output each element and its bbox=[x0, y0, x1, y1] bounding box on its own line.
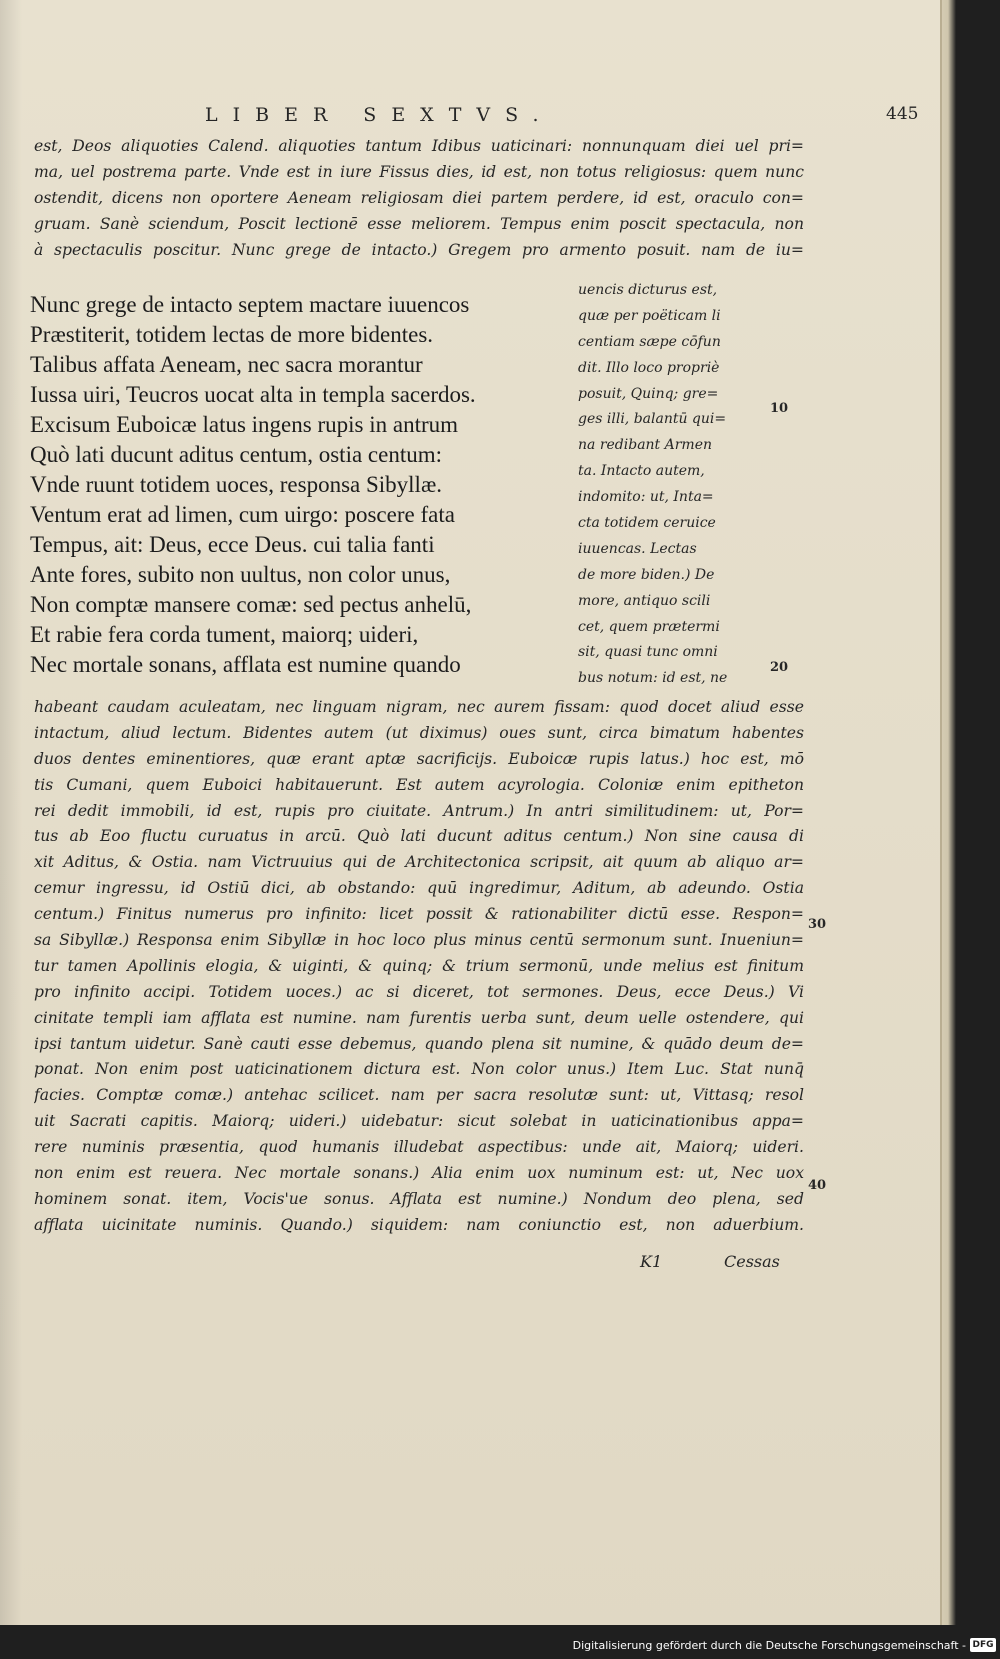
commentary-line: afflata uicinitate numinis. Quando.) siquidem: nam coniunctio est, non aduerbium. bbox=[34, 1215, 804, 1234]
commentary-top bbox=[34, 134, 804, 263]
verse-line: Nunc grege de intacto septem mactare iuuencos bbox=[30, 292, 470, 317]
gloss-line: ta. Intacto autem, bbox=[578, 463, 705, 480]
commentary-line: ipsi tantum uidetur. Sanè cauti esse debemus, quando plena sit numine, & quādo deum de= bbox=[34, 1034, 804, 1053]
commentary-line: centum.) Finitus numerus pro infinito: licet possit & rationabiliter dictū esse. Respon= bbox=[34, 905, 804, 924]
verse-line: Præstiterit, totidem lectas de more bidentes. bbox=[30, 322, 434, 347]
verse-line: Quò lati ducunt aditus centum, ostia centum: bbox=[30, 442, 443, 467]
commentary-line: cinitate templi iam afflata est numine. nam furentis uerba sunt, deum uelle ostendere, qui bbox=[34, 1008, 804, 1027]
gloss-line: posuit, Quinq; gre= bbox=[578, 385, 719, 402]
commentary-line: intactum, aliud lectum. Bidentes autem (ut diximus) oues sunt, circa bimatum habentes bbox=[34, 723, 804, 742]
commentary-line: gruam. Sanè sciendum, Poscit lectionē esse meliorem. Tempus enim poscit spectacula, non bbox=[34, 214, 804, 233]
catchword: Cessas bbox=[724, 1252, 780, 1271]
line-number-10: 10 bbox=[770, 401, 789, 416]
commentary-line: ponat. Non enim post uaticinationem dictura est. Non color unus.) Item Luc. Stat nunq̄ bbox=[34, 1060, 804, 1079]
verse-line: Talibus affata Aeneam, nec sacra morantur bbox=[30, 352, 423, 377]
commentary-line: habeant caudam aculeatam, nec linguam nigram, nec aurem fissam: quod docet aliud esse bbox=[34, 698, 804, 716]
side-commentary bbox=[578, 278, 754, 692]
gloss-line: cta totidem ceruice bbox=[578, 515, 716, 532]
gloss-line: dit. Illo loco propriè bbox=[578, 359, 720, 376]
commentary-line: tur tamen Apollinis elogia, & uiginti, & quinq; & trium sermonū, unde melius est finitum bbox=[34, 956, 804, 975]
commentary-line: xit Aditus, & Ostia. nam Victruuius qui de Architectonica scripsit, ait quum ab aliquo ar= bbox=[34, 853, 804, 872]
gloss-line: centiam sæpe cōfun bbox=[578, 333, 721, 350]
verse-block bbox=[30, 290, 570, 680]
gloss-line: uencis dicturus est, bbox=[578, 282, 718, 298]
verse-line: Excisum Euboicæ latus ingens rupis in antrum bbox=[30, 412, 459, 437]
verse-line: Nec mortale sonans, afflata est numine quando bbox=[30, 652, 461, 677]
gloss-line: iuuencas. Lectas bbox=[578, 540, 697, 557]
gloss-line: ges illi, balantū qui= bbox=[578, 411, 727, 428]
commentary-line: tus ab Eoo fluctu curuatus in arcū. Quò lati ducunt aditus centum.) Non sine causa di bbox=[34, 827, 804, 846]
commentary-line: sa Sibyllæ.) Responsa enim Sibyllæ in hoc loco plus minus centū sermonum sunt. Inueniun= bbox=[34, 931, 804, 950]
gloss-line: de more biden.) De bbox=[578, 566, 715, 583]
footer-bar bbox=[0, 1633, 1000, 1659]
commentary-line: est, Deos aliquoties Calend. aliquoties tantum Idibus uaticinari: nonnunquam diei uel pri= bbox=[34, 137, 804, 155]
verse-line: Tempus, ait: Deus, ecce Deus. cui talia fanti bbox=[30, 532, 435, 557]
verse-line: Ventum erat ad limen, cum uirgo: poscere fata bbox=[30, 502, 455, 527]
line-number-20: 20 bbox=[770, 660, 789, 675]
verse-line: Ante fores, subito non uultus, non color unus, bbox=[30, 562, 451, 587]
footer-credit: Digitalisierung gefördert durch die Deutsche Forschungsgemeinschaft - bbox=[572, 1639, 966, 1652]
dfg-logo: DFG bbox=[970, 1638, 996, 1652]
gloss-line: sit, quasi tunc omni bbox=[578, 644, 718, 661]
commentary-line: non enim est reuera. Nec mortale sonans.) Alia enim uox numinum est: ut, Nec uox bbox=[34, 1164, 804, 1183]
commentary-line: cemur ingressu, id Ostiū dici, ab obstando: quū ingredimur, Aditum, ab adeundo. Ostia bbox=[34, 879, 804, 898]
verse-line: Iussa uiri, Teucros uocat alta in templa sacerdos. bbox=[30, 382, 476, 407]
commentary-line: tis Cumani, quem Euboici habitauerunt. Est autem acyrologia. Coloniæ enim epitheton bbox=[34, 775, 804, 794]
commentary-line: duos dentes eminentiores, quæ erant aptæ sacrificijs. Euboicæ rupis latus.) hoc est, mō bbox=[34, 749, 804, 768]
commentary-line: uit Sacrati capitis. Maiorq; uideri.) uidebatur: sicut solebat in uaticinationibus appa= bbox=[34, 1112, 804, 1131]
commentary-line: facies. Comptæ comæ.) antehac scilicet. nam per sacra resolutæ sunt: ut, Vittasq; resol bbox=[34, 1086, 804, 1105]
line-number-30: 30 bbox=[808, 917, 827, 932]
gloss-line: indomito: ut, Inta= bbox=[578, 489, 714, 506]
signature-mark: K1 bbox=[640, 1252, 663, 1271]
gloss-line: more, antiquo scili bbox=[578, 592, 711, 609]
running-head: LIBER SEXTVS. bbox=[205, 104, 554, 126]
commentary-line: hominem sonat. item, Vocis'ue sonus. Afflata est numine.) Nondum deo plena, sed bbox=[34, 1189, 804, 1208]
gloss-line: cet, quem prætermi bbox=[578, 618, 720, 635]
commentary-bottom bbox=[34, 695, 804, 1239]
verse-line: Vnde ruunt totidem uoces, responsa Sibyllæ. bbox=[30, 472, 443, 497]
gloss-line: quæ per poëticam li bbox=[578, 307, 721, 324]
page-edge bbox=[942, 0, 1000, 1625]
commentary-line: rei dedit immobili, id est, rupis pro ciuitate. Antrum.) In antri similitudinem: ut, Por= bbox=[34, 801, 804, 820]
commentary-line: à spectaculis poscitur. Nunc grege de intacto.) Gregem pro armento posuit. nam de iu= bbox=[34, 240, 804, 259]
gloss-line: bus notum: id est, ne bbox=[578, 670, 728, 687]
commentary-line: rere numinis præsentia, quod humanis illudebat aspectibus: unde ait, Maiorq; uideri. bbox=[34, 1138, 804, 1157]
line-number-40: 40 bbox=[808, 1178, 827, 1193]
gloss-line: na redibant Armen bbox=[578, 437, 713, 454]
page-number: 445 bbox=[886, 104, 919, 124]
commentary-line: pro infinito accipi. Totidem uoces.) ac si diceret, tot sermones. Deus, ecce Deus.) Vi bbox=[34, 982, 804, 1001]
commentary-line: ostendit, dicens non oportere Aeneam religiosam diei partem perdere, id est, oraculo con= bbox=[34, 188, 804, 207]
verse-line: Et rabie fera corda tument, maiorq; uideri, bbox=[30, 622, 419, 647]
commentary-line: ma, uel postrema parte. Vnde est in iure Fissus dies, id est, non totus religiosus: quem nunc bbox=[34, 162, 804, 181]
verse-line: Non comptæ mansere comæ: sed pectus anhelū, bbox=[30, 592, 472, 617]
